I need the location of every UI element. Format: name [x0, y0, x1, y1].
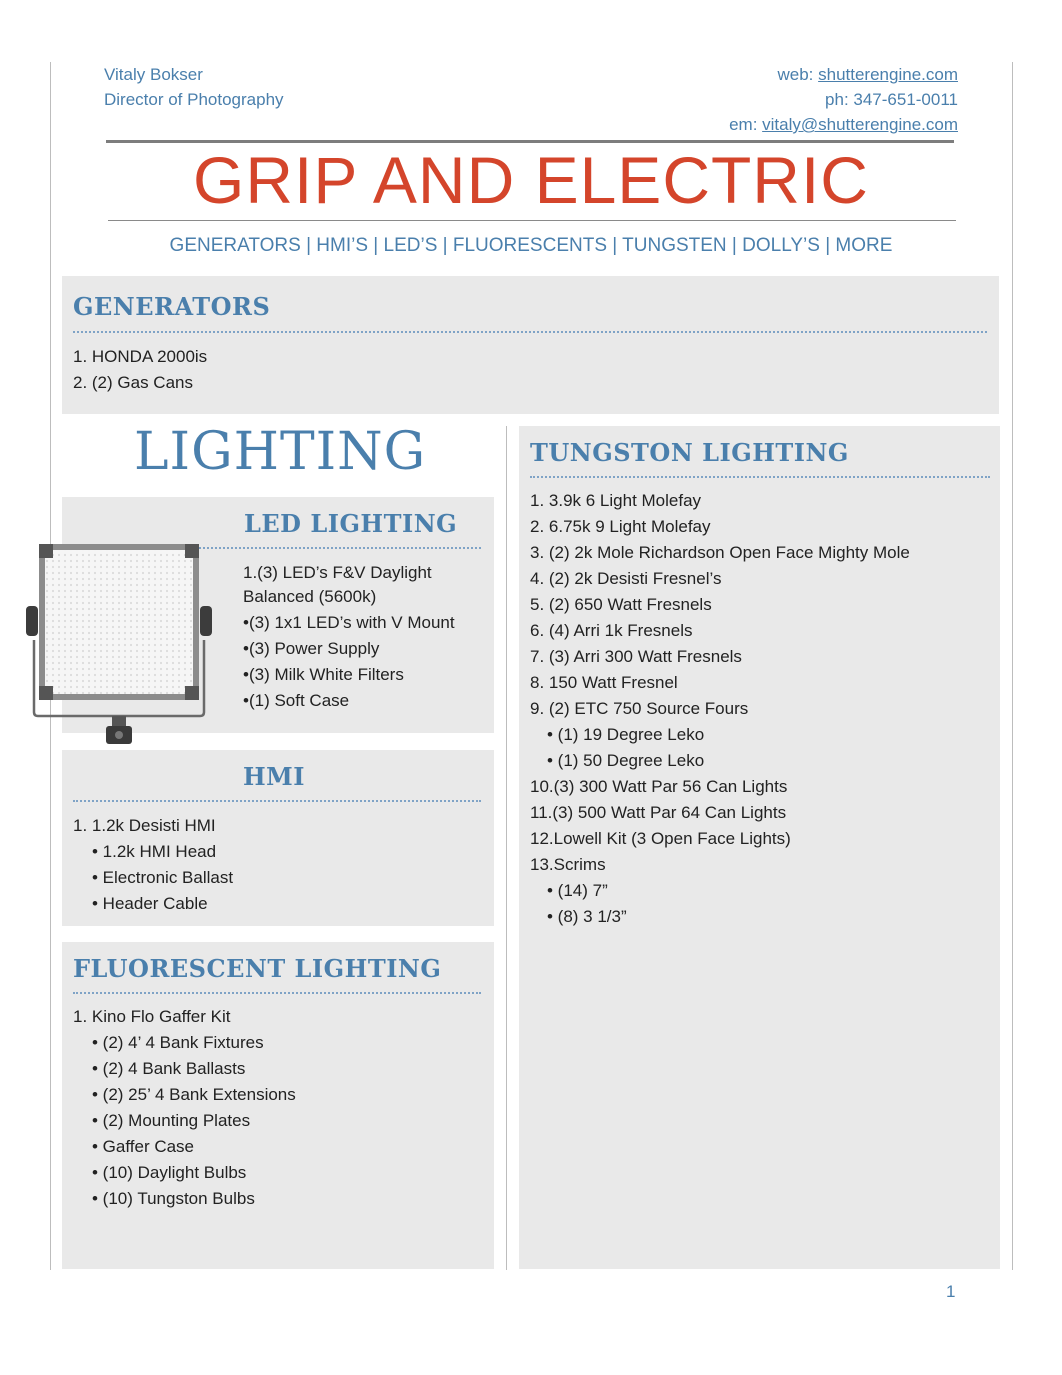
category-nav: GENERATORS | HMI’S | LED’S | FLUORESCENTS | TUNGSTEN | DOLLY’S | MORE: [169, 235, 893, 256]
list-item: • (14) 7”: [547, 881, 608, 900]
tungston-heading: TUNGSTON LIGHTING: [530, 438, 849, 467]
led-divider: [196, 547, 481, 549]
list-item: 12.Lowell Kit (3 Open Face Lights): [530, 829, 791, 848]
generators-heading: GENERATORS: [73, 292, 271, 321]
list-item: • Header Cable: [92, 894, 208, 913]
list-item: 2. (2) Gas Cans: [73, 373, 193, 392]
list-item: • (1) 19 Degree Leko: [547, 725, 705, 744]
list-item: •(3) Power Supply: [243, 639, 380, 658]
fluorescent-panel: [62, 942, 494, 1269]
list-item: • (8) 3 1/3”: [547, 907, 627, 926]
page-number: 1: [946, 1282, 956, 1301]
web-line: web: shutterengine.com: [777, 65, 958, 84]
list-item: •(3) Milk White Filters: [243, 665, 404, 684]
led-heading: LED LIGHTING: [244, 509, 458, 538]
generators-divider: [73, 331, 987, 333]
author-role: Director of Photography: [104, 90, 284, 109]
list-item: 9. (2) ETC 750 Source Fours: [530, 699, 749, 718]
column-divider: [506, 426, 507, 1270]
list-item: • (10) Daylight Bulbs: [92, 1163, 247, 1182]
email-link[interactable]: vitaly@shutterengine.com: [762, 115, 958, 134]
list-item: • (1) 50 Degree Leko: [547, 751, 705, 770]
list-item: 1. 1.2k Desisti HMI: [73, 816, 216, 835]
list-item: • (10) Tungston Bulbs: [92, 1189, 255, 1208]
list-item: 11.(3) 500 Watt Par 64 Can Lights: [530, 803, 787, 822]
author-name: Vitaly Bokser: [104, 65, 203, 84]
list-item: 6. (4) Arri 1k Fresnels: [530, 621, 693, 640]
list-item: 1. HONDA 2000is: [73, 347, 208, 366]
list-item: •(1) Soft Case: [243, 691, 350, 710]
phone-line: ph: 347-651-0011: [825, 90, 958, 109]
hmi-heading: HMI: [243, 762, 305, 791]
list-item: 5. (2) 650 Watt Fresnels: [530, 595, 712, 614]
list-item: Balanced (5600k): [243, 587, 377, 606]
fluorescent-divider: [73, 992, 481, 994]
email-line: em: vitaly@shutterengine.com: [729, 115, 958, 134]
list-item: 7. (3) Arri 300 Watt Fresnels: [530, 647, 742, 666]
list-item: 1.(3) LED’s F&V Daylight: [243, 563, 432, 582]
fluorescent-heading: FLUORESCENT LIGHTING: [73, 954, 442, 983]
list-item: • (2) 25’ 4 Bank Extensions: [92, 1085, 296, 1104]
header-contact-right: [729, 62, 958, 137]
list-item: • (2) Mounting Plates: [92, 1111, 251, 1130]
page-title: GRIP AND ELECTRIC: [193, 143, 869, 217]
led-panel-light-image: [26, 540, 212, 748]
list-item: • Gaffer Case: [92, 1137, 195, 1156]
list-item: 1. Kino Flo Gaffer Kit: [73, 1007, 231, 1026]
list-item: • (2) 4 Bank Ballasts: [92, 1059, 246, 1078]
list-item: 4. (2) 2k Desisti Fresnel’s: [530, 569, 722, 588]
list-item: 3. (2) 2k Mole Richardson Open Face Mighty Mole: [530, 543, 910, 562]
list-item: 2. 6.75k 9 Light Molefay: [530, 517, 711, 536]
title-bottom-rule: [108, 220, 956, 221]
list-item: • Electronic Ballast: [92, 868, 234, 887]
generators-panel: [62, 276, 999, 414]
list-item: 8. 150 Watt Fresnel: [530, 673, 678, 692]
list-item: • (2) 4’ 4 Bank Fixtures: [92, 1033, 264, 1052]
list-item: 10.(3) 300 Watt Par 56 Can Lights: [530, 777, 788, 796]
tungston-panel: [519, 426, 1000, 1269]
list-item: 13.Scrims: [530, 855, 606, 874]
tungston-divider: [530, 476, 990, 478]
web-link[interactable]: shutterengine.com: [818, 65, 958, 84]
lighting-section-title: LIGHTING: [134, 422, 427, 482]
list-item: 1. 3.9k 6 Light Molefay: [530, 491, 702, 510]
hmi-divider: [73, 800, 481, 802]
list-item: •(3) 1x1 LED’s with V Mount: [243, 613, 455, 632]
list-item: • 1.2k HMI Head: [92, 842, 217, 861]
hmi-panel: [62, 750, 494, 926]
header-contact-left: [104, 62, 284, 112]
